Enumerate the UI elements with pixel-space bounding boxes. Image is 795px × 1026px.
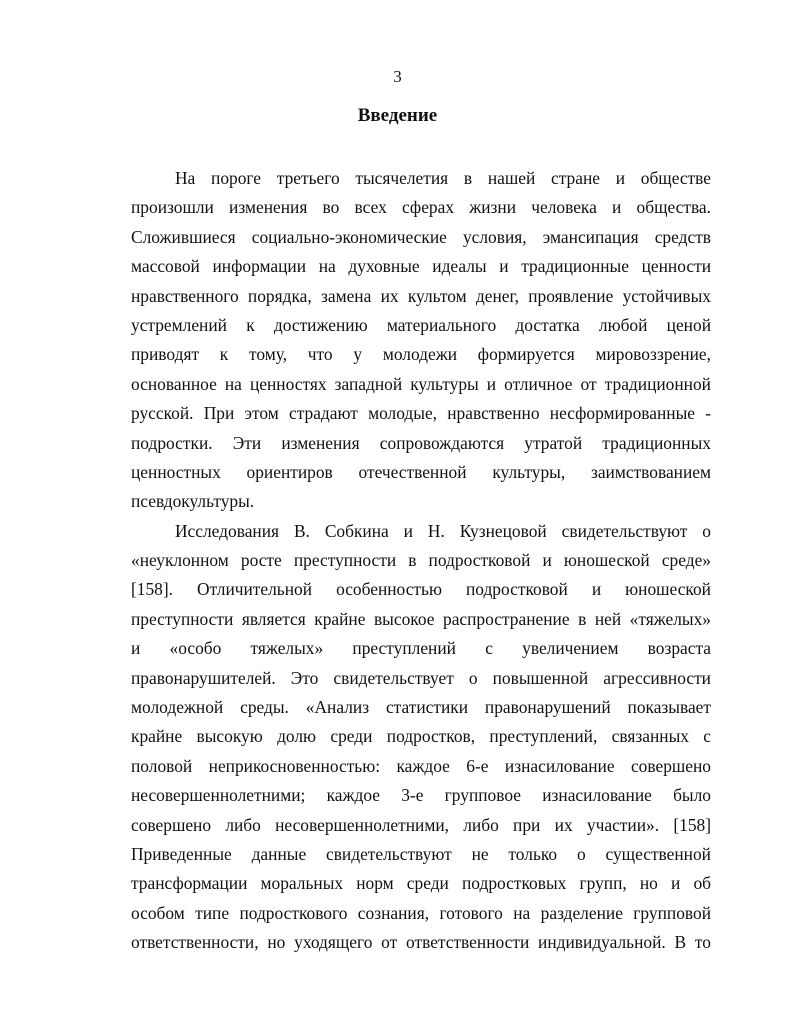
text-line: несовершеннолетними; каждое 3-е групповое изнасилование было — [131, 785, 711, 806]
text-line: особом типе подросткового сознания, готового на разделение групповой — [131, 902, 711, 923]
text-line: правонарушителей. Это свидетельствует о повышенной агрессивности — [131, 667, 711, 688]
text-line: совершено либо несовершеннолетними, либо при их участии». [158] — [131, 814, 711, 835]
section-title: Введение — [357, 105, 438, 126]
text-line: русской. При этом страдают молодые, нравственно несформированные - — [131, 403, 711, 424]
text-line: Сложившиеся социально-экономические условия, эмансипация средств — [131, 226, 711, 247]
body-text — [131, 164, 711, 958]
text-line: и «особо тяжелых» преступлений с увеличением возраста — [131, 638, 711, 659]
text-line: приводят к тому, что у молодежи формируется мировоззрение, — [131, 344, 711, 365]
text-line: На пороге третьего тысячелетия в нашей стране и обществе — [175, 168, 711, 188]
text-line: псевдокультуры. — [131, 491, 255, 512]
text-line: массовой информации на духовные идеалы и традиционные ценности — [131, 256, 711, 277]
text-line: ценностных ориентиров отечественной культуры, заимствованием — [131, 461, 711, 482]
text-line: [158]. Отличительной особенностью подростковой и юношеской — [131, 579, 711, 600]
text-line: крайне высокую долю среди подростков, преступлений, связанных с — [131, 726, 711, 747]
text-line: Исследования В. Собкина и Н. Кузнецовой свидетельствуют о — [175, 520, 711, 541]
text-line: ответственности, но уходящего от ответственности индивидуальной. В то — [131, 932, 711, 953]
page-number: 3 — [393, 67, 402, 86]
text-line: половой неприкосновенностью: каждое 6-е изнасилование совершено — [131, 755, 711, 776]
text-line: произошли изменения во всех сферах жизни человека и общества. — [131, 197, 711, 218]
text-line: Приведенные данные свидетельствуют не только о существенной — [131, 843, 711, 864]
paragraph-2 — [131, 517, 711, 958]
text-line: молодежной среды. «Анализ статистики правонарушений показывает — [131, 697, 711, 718]
paragraph-1 — [131, 164, 711, 517]
text-line: нравственного порядка, замена их культом денег, проявление устойчивых — [131, 285, 711, 306]
text-line: преступности является крайне высокое распространение в ней «тяжелых» — [131, 608, 711, 629]
text-line: основанное на ценностях западной культуры и отличное от традиционной — [131, 373, 711, 394]
text-line: «неуклонном росте преступности в подростковой и юношеской среде» — [131, 550, 711, 571]
text-line: подростки. Эти изменения сопровождаются утратой традиционных — [131, 432, 711, 453]
text-line: трансформации моральных норм среди подростковых групп, но и об — [131, 873, 711, 894]
text-line: устремлений к достижению материального достатка любой ценой — [131, 314, 711, 335]
